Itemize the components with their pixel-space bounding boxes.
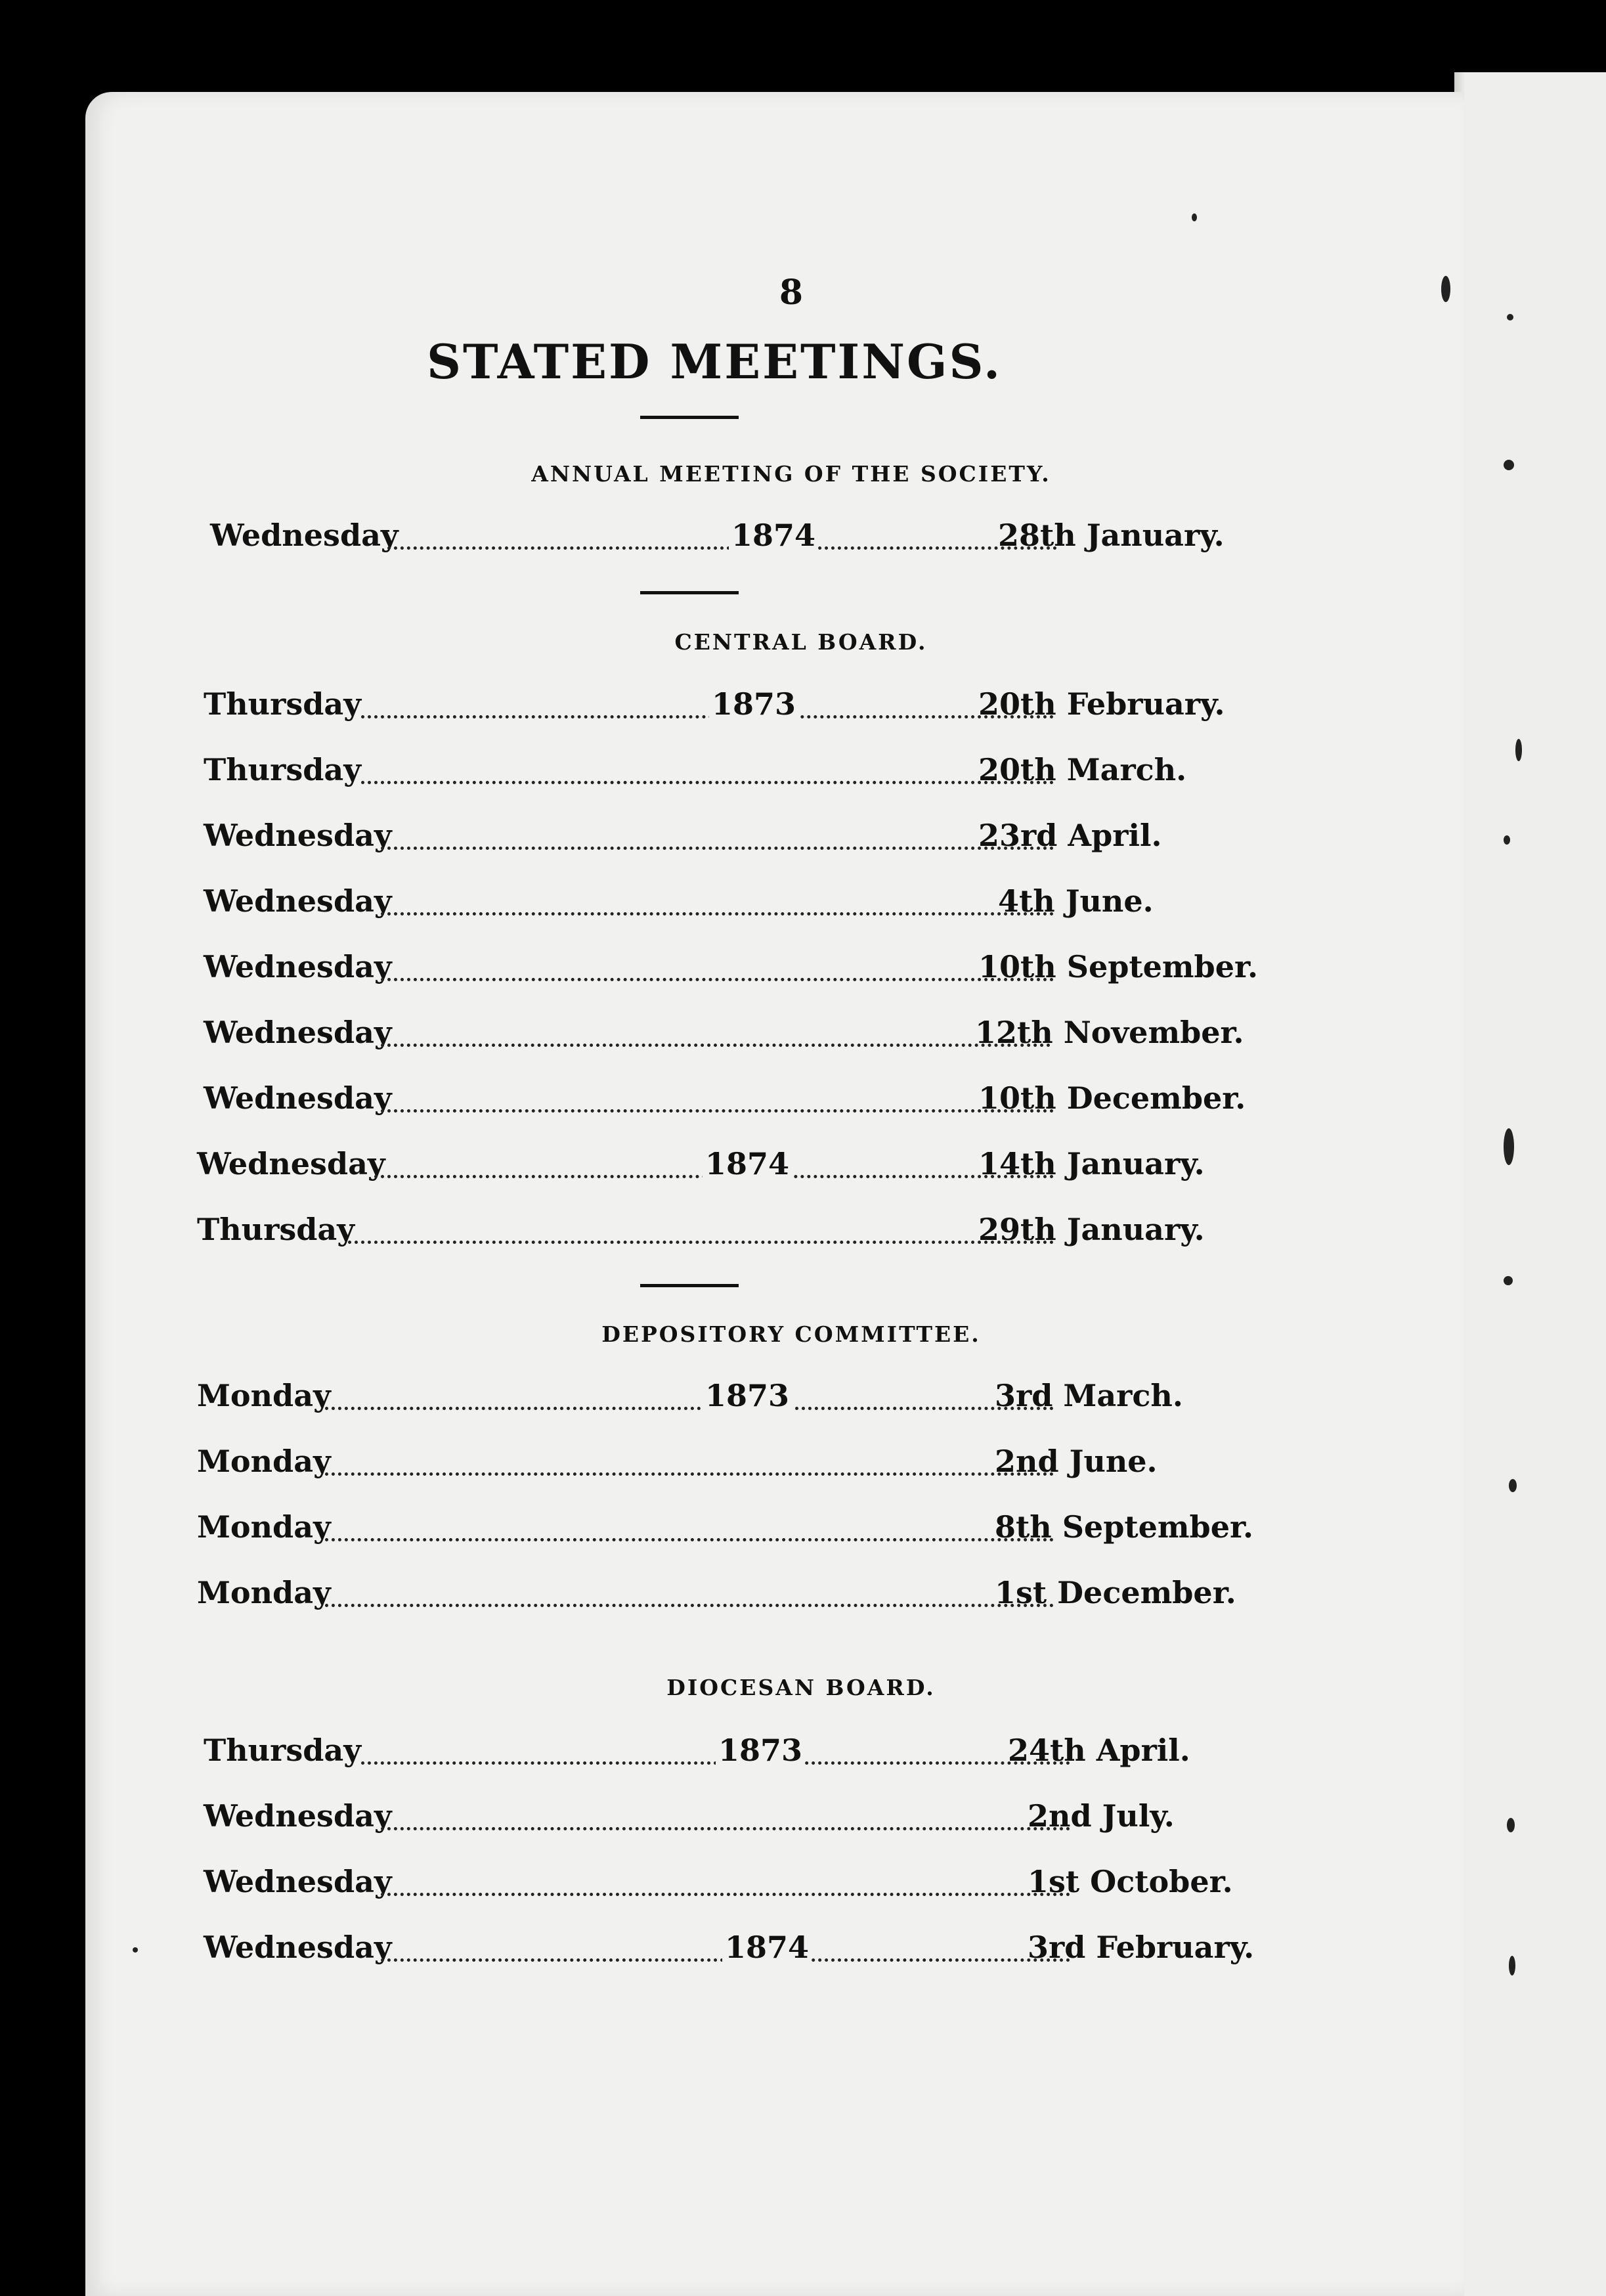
scan-speck	[1192, 213, 1197, 221]
meeting-day: Wednesday	[204, 1080, 392, 1116]
meeting-day: Thursday	[204, 686, 361, 722]
scan-speck	[1504, 460, 1514, 470]
meeting-row	[204, 1864, 1267, 1903]
meeting-row	[197, 1146, 1261, 1185]
meeting-row	[197, 1509, 1261, 1549]
meeting-date: 3rd March.	[995, 1378, 1183, 1413]
facing-page-edge	[1465, 72, 1606, 2296]
dot-leader	[381, 883, 1054, 916]
meeting-date: 24th April.	[1008, 1733, 1190, 1768]
scan-speck	[1504, 835, 1510, 845]
meeting-day: Monday	[197, 1509, 331, 1545]
section-rule	[640, 591, 739, 594]
scan-speck	[1509, 1956, 1515, 1976]
meeting-date: 10th September.	[978, 949, 1259, 984]
dot-leader	[361, 752, 1054, 784]
dot-leader	[325, 1444, 1054, 1476]
meeting-date: 1st October.	[1028, 1864, 1233, 1899]
scan-speck	[133, 1947, 138, 1953]
dot-leader	[325, 1509, 1054, 1541]
meeting-row	[204, 752, 1267, 791]
dot-leader	[325, 1575, 1054, 1607]
meeting-day: Wednesday	[204, 949, 392, 984]
dot-leader	[361, 686, 1054, 718]
meeting-row	[204, 1930, 1267, 1969]
meeting-year: 1873	[716, 1733, 805, 1768]
meeting-date: 23rd April.	[978, 818, 1162, 853]
scan-speck	[1504, 1128, 1514, 1165]
meeting-date: 10th December.	[978, 1080, 1246, 1116]
meeting-row	[197, 1444, 1261, 1483]
scan-speck	[1507, 314, 1513, 320]
meeting-date: 2nd July.	[1028, 1798, 1175, 1834]
meeting-year: 1874	[729, 518, 818, 553]
dot-leader	[348, 1212, 1054, 1244]
meeting-year: 1874	[722, 1930, 812, 1965]
meeting-date: 12th November.	[975, 1015, 1244, 1050]
meeting-day: Wednesday	[204, 1015, 392, 1050]
meeting-date: 20th February.	[978, 686, 1225, 722]
page-number: 8	[779, 273, 804, 313]
meeting-row	[204, 883, 1267, 923]
title-rule	[640, 416, 739, 419]
meeting-day: Monday	[197, 1575, 331, 1610]
meeting-day: Monday	[197, 1378, 331, 1413]
meeting-day: Wednesday	[204, 818, 392, 853]
section-heading-annual-meeting: ANNUAL MEETING OF THE SOCIETY.	[531, 461, 1051, 487]
meeting-day: Wednesday	[204, 883, 392, 919]
meeting-row	[197, 1575, 1261, 1614]
document-page	[85, 92, 1464, 2296]
meeting-row	[204, 686, 1267, 726]
meeting-date: 28th January.	[998, 518, 1225, 553]
meeting-year: 1873	[709, 686, 798, 722]
meeting-row	[204, 1080, 1267, 1120]
scan-speck	[1441, 276, 1450, 302]
meeting-row	[197, 1212, 1261, 1251]
meeting-date: 4th June.	[998, 883, 1154, 919]
section-heading-diocesan-board: DIOCESAN BOARD.	[666, 1675, 936, 1700]
dot-leader	[325, 1378, 1054, 1410]
meeting-day: Thursday	[197, 1212, 355, 1247]
meeting-day: Wednesday	[204, 1930, 392, 1965]
section-heading-central-board: CENTRAL BOARD.	[674, 629, 928, 655]
meeting-day: Monday	[197, 1444, 331, 1479]
meeting-day: Wednesday	[204, 1798, 392, 1834]
meeting-day: Wednesday	[210, 518, 399, 553]
meeting-date: 29th January.	[978, 1212, 1205, 1247]
section-rule	[640, 1284, 739, 1287]
meeting-date: 3rd February.	[1028, 1930, 1255, 1965]
meeting-date: 14th January.	[978, 1146, 1205, 1181]
meeting-date: 2nd June.	[995, 1444, 1158, 1479]
meeting-day: Wednesday	[197, 1146, 385, 1181]
meeting-row	[204, 1798, 1267, 1838]
scan-speck	[1509, 1479, 1517, 1492]
scan-speck	[1504, 1276, 1513, 1285]
dot-leader	[381, 1015, 1051, 1047]
meeting-row	[204, 1015, 1267, 1054]
meeting-year: 1874	[703, 1146, 792, 1181]
meeting-day: Thursday	[204, 1733, 361, 1768]
page-title: STATED MEETINGS.	[427, 334, 1003, 389]
meeting-row	[204, 1733, 1267, 1772]
scan-speck	[1507, 1818, 1515, 1832]
meeting-day: Wednesday	[204, 1864, 392, 1899]
scan-speck	[1515, 739, 1522, 761]
meeting-row	[197, 1378, 1261, 1417]
meeting-row	[210, 518, 1274, 557]
meeting-date: 20th March.	[978, 752, 1187, 787]
dot-leader	[381, 1798, 1070, 1830]
meeting-year: 1873	[703, 1378, 792, 1413]
dot-leader	[381, 818, 1054, 850]
meeting-date: 8th September.	[995, 1509, 1254, 1545]
dot-leader	[381, 949, 1054, 981]
meeting-day: Thursday	[204, 752, 361, 787]
meeting-date: 1st December.	[995, 1575, 1236, 1610]
meeting-row	[204, 949, 1267, 988]
dot-leader	[387, 518, 1057, 550]
dot-leader	[381, 1864, 1070, 1896]
section-heading-depository-committee: DEPOSITORY COMMITTEE.	[601, 1321, 981, 1347]
meeting-row	[204, 818, 1267, 857]
dot-leader	[381, 1080, 1054, 1113]
